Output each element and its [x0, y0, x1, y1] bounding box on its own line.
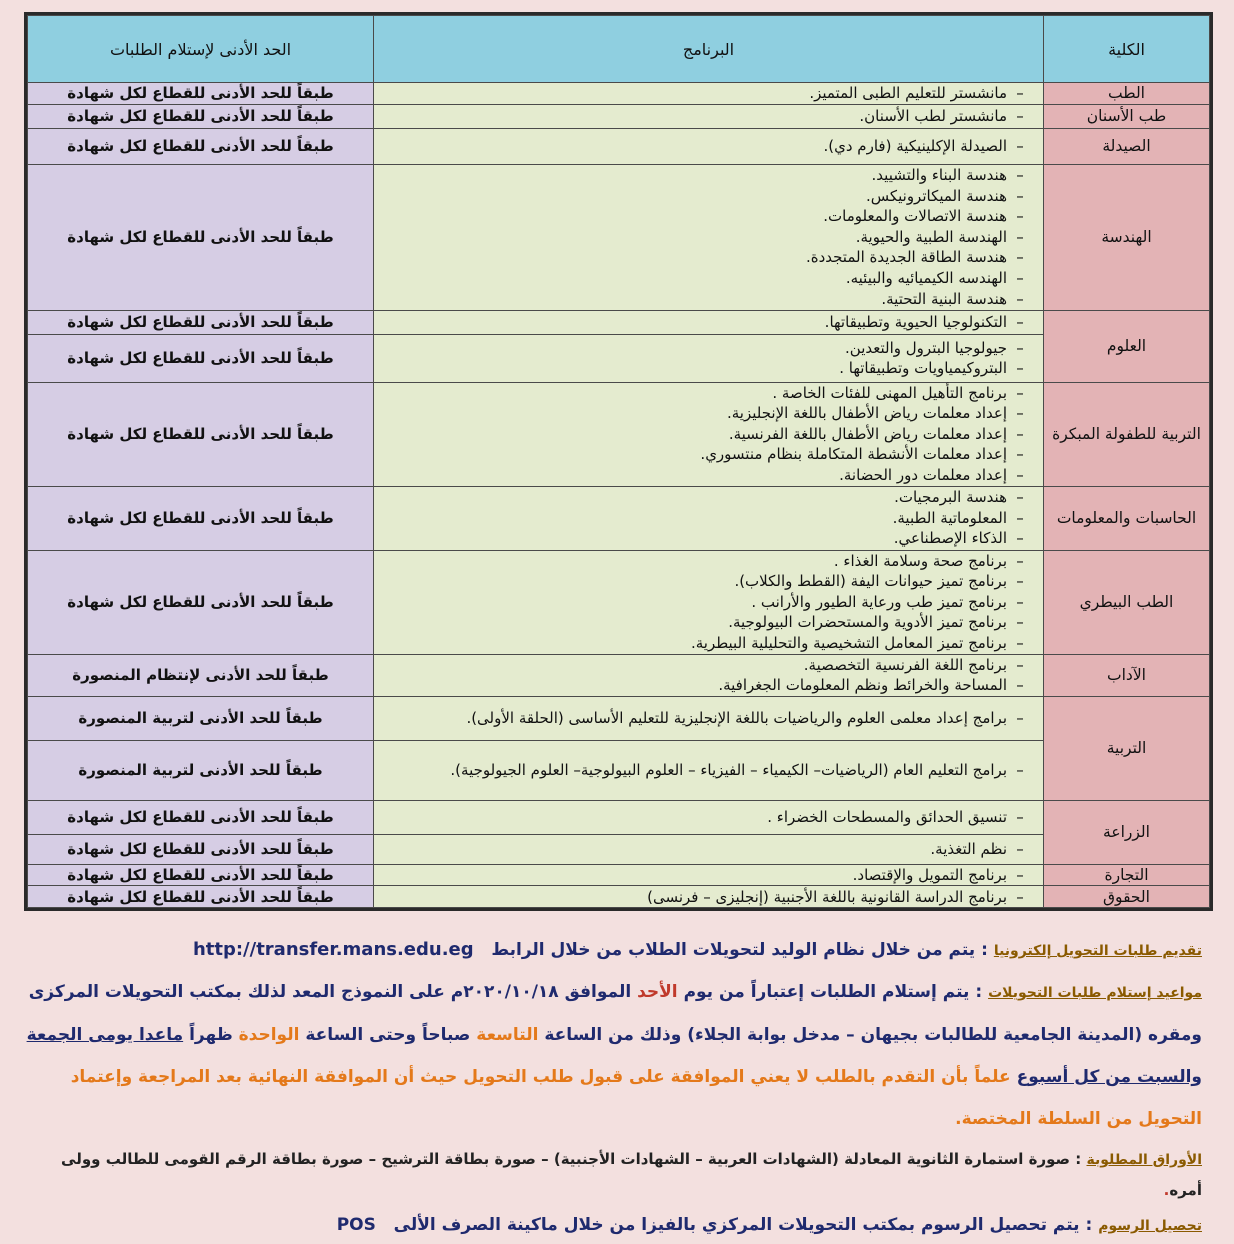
note-dates-day: الأحد	[637, 982, 678, 1002]
table-row	[28, 334, 1210, 382]
program-name: هندسة البناء والتشييد.	[871, 166, 1007, 185]
bullet-dash-icon: –	[1016, 488, 1024, 507]
bullet-dash-icon: –	[1016, 166, 1024, 185]
program-name: إعداد معلمات دور الحضانة.	[839, 465, 1007, 484]
program-name: هندسة البرمجيات.	[894, 488, 1007, 507]
program-name: الهندسه الكيميائيه والبيئيه.	[845, 268, 1007, 287]
program-name: برنامج تميز المعامل التشخيصية والتحليلية البيطرية.	[690, 633, 1007, 652]
program-item	[382, 136, 1035, 157]
program-item	[382, 186, 1035, 207]
bullet-dash-icon: –	[1016, 424, 1024, 443]
program-item	[382, 465, 1035, 486]
table-row	[28, 696, 1210, 740]
faculty-cell: التربية	[1044, 696, 1210, 800]
program-name: برنامج التأهيل المهنى للفئات الخاصة .	[772, 383, 1007, 402]
table-row	[28, 550, 1210, 654]
note-submit	[22, 930, 1202, 971]
programs-table	[27, 15, 1210, 908]
bullet-dash-icon: –	[1016, 338, 1024, 357]
minimum-cell: طبقاً للحد الأدنى للقطاع لكل شهادة	[28, 550, 374, 654]
program-name: برامج التعليم العام (الرياضيات– الكيمياء – الفيزياء – العلوم البيولوجية– العلوم الجيولوجية).	[450, 760, 1007, 779]
program-name: نظم التغذية.	[930, 839, 1007, 858]
program-cell	[374, 864, 1044, 886]
program-cell	[374, 128, 1044, 164]
note-dates-warning: علماً بأن التقدم بالطلب لا يعني الموافقة على قبول طلب التحويل حيث أن الموافقة النهائية بعد المراجعة وإعتماد التحويل من السلطة المختصة.	[70, 1067, 1202, 1129]
bullet-dash-icon: –	[1016, 248, 1024, 267]
program-item	[382, 708, 1035, 729]
bullet-dash-icon: –	[1016, 136, 1024, 155]
minimum-cell: طبقاً للحد الأدنى لتربية المنصورة	[28, 740, 374, 800]
bullet-dash-icon: –	[1016, 887, 1024, 906]
header-minimum: الحد الأدنى لإستلام الطلبات	[28, 16, 374, 83]
program-name: هندسة الطاقة الجديدة المتجددة.	[805, 248, 1007, 267]
minimum-cell: طبقاً للحد الأدنى للقطاع لكل شهادة	[28, 486, 374, 550]
program-cell	[374, 550, 1044, 654]
program-cell	[374, 800, 1044, 834]
program-cell	[374, 104, 1044, 128]
note-dates-from: التاسعة	[476, 1025, 539, 1045]
note-submit-label: تقديم طلبات التحويل إلكترونيا	[993, 943, 1202, 959]
program-item	[382, 592, 1035, 613]
table-row	[28, 834, 1210, 864]
table-row	[28, 740, 1210, 800]
program-name: هندسة الاتصالات والمعلومات.	[823, 207, 1007, 226]
faculty-cell: الحاسبات والمعلومات	[1044, 486, 1210, 550]
program-item	[382, 247, 1035, 268]
minimum-cell: طبقاً للحد الأدنى للقطاع لكل شهادة	[28, 334, 374, 382]
program-name: مانشستر للتعليم الطبى المتميز.	[809, 84, 1007, 102]
program-name: البتروكيمياويات وتطبيقاتها .	[839, 359, 1007, 378]
program-name: إعداد معلمات الأنشطة المتكاملة بنظام منتسوري.	[700, 445, 1007, 464]
note-fees-label: تحصيل الرسوم	[1098, 1218, 1202, 1234]
minimum-cell: طبقاً للحد الأدنى للقطاع لكل شهادة	[28, 800, 374, 834]
program-cell	[374, 740, 1044, 800]
faculty-cell: الطب	[1044, 83, 1210, 105]
program-item	[382, 528, 1035, 549]
bullet-dash-icon: –	[1016, 633, 1024, 652]
program-item	[382, 887, 1035, 908]
program-item	[382, 338, 1035, 359]
program-name: برنامج تميز طب ورعاية الطيور والأرانب .	[751, 592, 1007, 611]
program-name: برنامج الدراسة القانونية باللغة الأجنبية (إنجليزى – فرنسى)	[647, 887, 1007, 906]
bullet-dash-icon: –	[1016, 404, 1024, 423]
program-name: الصيدلة الإكلينيكية (فارم دي).	[823, 136, 1007, 155]
note-dates-text-3: ومقره (المدينة الجامعية للطالبات بجيهان – مدخل بوابة الجلاء) وذلك من الساعة	[544, 1025, 1202, 1045]
bullet-dash-icon: –	[1016, 383, 1024, 402]
program-name: إعداد معلمات رياض الأطفال باللغة الفرنسية.	[728, 424, 1007, 443]
program-name: مانشستر لطب الأسنان.	[859, 106, 1007, 125]
minimum-cell: طبقاً للحد الأدنى للقطاع لكل شهادة	[28, 834, 374, 864]
program-item	[382, 508, 1035, 529]
minimum-cell: طبقاً للحد الأدنى لإنتظام المنصورة	[28, 654, 374, 696]
program-name: المعلوماتية الطبية.	[892, 508, 1007, 527]
table-body	[28, 83, 1210, 908]
bullet-dash-icon: –	[1016, 760, 1024, 779]
program-name: الذكاء الإصطناعي.	[893, 529, 1007, 548]
bullet-dash-icon: –	[1016, 839, 1024, 858]
bullet-dash-icon: –	[1016, 186, 1024, 205]
minimum-cell: طبقاً للحد الأدنى للقطاع لكل شهادة	[28, 164, 374, 310]
minimum-cell: طبقاً للحد الأدنى لتربية المنصورة	[28, 696, 374, 740]
table-row	[28, 310, 1210, 334]
table-row	[28, 864, 1210, 886]
bullet-dash-icon: –	[1016, 289, 1024, 308]
bullet-dash-icon: –	[1016, 227, 1024, 246]
faculty-cell: الآداب	[1044, 654, 1210, 696]
program-item	[382, 865, 1035, 886]
table-row	[28, 654, 1210, 696]
program-name: التكنولوجيا الحيوية وتطبيقاتها.	[824, 312, 1007, 331]
bullet-dash-icon: –	[1016, 592, 1024, 611]
table-header-row	[28, 16, 1210, 83]
program-item	[382, 839, 1035, 860]
table-row	[28, 486, 1210, 550]
program-cell	[374, 696, 1044, 740]
note-dates-to: الواحدة	[238, 1025, 300, 1045]
bullet-dash-icon: –	[1016, 207, 1024, 226]
program-item	[382, 268, 1035, 289]
program-item	[382, 571, 1035, 592]
program-item	[382, 487, 1035, 508]
bullet-dash-icon: –	[1016, 508, 1024, 527]
note-dates-text-4: صباحاً وحتى الساعة	[305, 1025, 471, 1045]
program-item	[382, 424, 1035, 445]
bullet-dash-icon: –	[1016, 807, 1024, 826]
program-item	[382, 760, 1035, 781]
note-dates-text-1: : يتم إستلام الطلبات إعتباراً من يوم	[683, 982, 983, 1002]
program-name: هندسة الميكاترونيكس.	[865, 186, 1007, 205]
program-name: إعداد معلمات رياض الأطفال باللغة الإنجليزية.	[726, 404, 1007, 423]
table-row	[28, 382, 1210, 486]
faculty-cell: الحقوق	[1044, 886, 1210, 908]
table-row	[28, 800, 1210, 834]
program-cell	[374, 310, 1044, 334]
program-name: برنامج التمويل والإقتصاد.	[852, 865, 1007, 884]
bullet-dash-icon: –	[1016, 708, 1024, 727]
note-papers-text: : صورة استمارة الثانوية المعادلة (الشهادات العربية – الشهادات الأجنبية) – صورة بطاقة الترشيح – صورة بطاقة الرقم القومى للطالب وولى أمره	[61, 1150, 1202, 1199]
program-item	[382, 551, 1035, 572]
note-dates-except: ماعدا يومى الجمعة والسبت من كل أسبوع	[26, 1025, 1202, 1087]
programs-table-container	[24, 12, 1213, 911]
minimum-cell: طبقاً للحد الأدنى للقطاع لكل شهادة	[28, 382, 374, 486]
minimum-cell: طبقاً للحد الأدنى للقطاع لكل شهادة	[28, 310, 374, 334]
program-cell	[374, 164, 1044, 310]
header-faculty: الكلية	[1044, 16, 1210, 83]
program-name: برامج إعداد معلمى العلوم والرياضيات باللغة الإنجليزية للتعليم الأساسى (الحلقة الأولى).	[466, 708, 1007, 727]
note-dates-text-2: الموافق ٢٠٢٠/١٠/١٨م على النموذج المعد لذلك بمكتب التحويلات المركزى	[28, 982, 632, 1002]
bullet-dash-icon: –	[1016, 84, 1024, 102]
program-item	[382, 106, 1035, 127]
note-dates	[22, 971, 1202, 1140]
program-name: برنامج صحة وسلامة الغذاء .	[833, 551, 1007, 570]
program-item	[382, 358, 1035, 379]
program-cell	[374, 486, 1044, 550]
bullet-dash-icon: –	[1016, 445, 1024, 464]
program-item	[382, 289, 1035, 310]
bullet-dash-icon: –	[1016, 551, 1024, 570]
note-dates-text-5: ظهراً	[189, 1025, 233, 1045]
table-row	[28, 886, 1210, 908]
program-item	[382, 444, 1035, 465]
minimum-cell: طبقاً للحد الأدنى للقطاع لكل شهادة	[28, 886, 374, 908]
notes-section	[22, 930, 1202, 1244]
program-cell	[374, 886, 1044, 908]
bullet-dash-icon: –	[1016, 865, 1024, 884]
bullet-dash-icon: –	[1016, 572, 1024, 591]
program-item	[382, 227, 1035, 248]
program-item	[382, 312, 1035, 333]
bullet-dash-icon: –	[1016, 465, 1024, 484]
program-name: برنامج تميز الأدوية والمستحضرات البيولوجية.	[728, 613, 1007, 632]
program-cell	[374, 834, 1044, 864]
bullet-dash-icon: –	[1016, 655, 1024, 674]
note-papers-label: الأوراق المطلوبة	[1086, 1152, 1202, 1168]
program-item	[382, 633, 1035, 654]
transfer-link[interactable]: http://transfer.mans.edu.eg	[192, 939, 474, 960]
bullet-dash-icon: –	[1016, 613, 1024, 632]
program-item	[382, 83, 1035, 104]
program-item	[382, 807, 1035, 828]
faculty-cell: الهندسة	[1044, 164, 1210, 310]
faculty-cell: الزراعة	[1044, 800, 1210, 864]
bullet-dash-icon: –	[1016, 106, 1024, 125]
table-row	[28, 83, 1210, 105]
note-papers-end: .	[1163, 1181, 1170, 1199]
faculty-cell: طب الأسنان	[1044, 104, 1210, 128]
bullet-dash-icon: –	[1016, 268, 1024, 287]
note-submit-text: : يتم من خلال نظام الوليد لتحويلات الطلاب من خلال الرابط	[491, 940, 988, 960]
program-item	[382, 383, 1035, 404]
program-item	[382, 165, 1035, 186]
minimum-cell: طبقاً للحد الأدنى للقطاع لكل شهادة	[28, 83, 374, 105]
bullet-dash-icon: –	[1016, 529, 1024, 548]
bullet-dash-icon: –	[1016, 359, 1024, 378]
program-item	[382, 206, 1035, 227]
bullet-dash-icon: –	[1016, 676, 1024, 695]
program-name: هندسة البنية التحتية.	[881, 289, 1007, 308]
note-dates-label: مواعيد إستلام طلبات التحويلات	[988, 985, 1202, 1001]
faculty-cell: الطب البيطري	[1044, 550, 1210, 654]
program-name: تنسيق الحدائق والمسطحات الخضراء .	[767, 807, 1007, 826]
program-item	[382, 403, 1035, 424]
program-name: برنامج اللغة الفرنسية التخصصية.	[803, 655, 1007, 674]
program-item	[382, 675, 1035, 696]
note-fees	[22, 1207, 1202, 1244]
program-item	[382, 655, 1035, 676]
program-name: المساحة والخرائط ونظم المعلومات الجغرافية.	[718, 676, 1007, 695]
table-row	[28, 164, 1210, 310]
program-item	[382, 612, 1035, 633]
program-name: الهندسة الطبية والحيوية.	[855, 227, 1007, 246]
faculty-cell: التربية للطفولة المبكرة	[1044, 382, 1210, 486]
minimum-cell: طبقاً للحد الأدنى للقطاع لكل شهادة	[28, 128, 374, 164]
program-name: جيولوجيا البترول والتعدين.	[845, 338, 1007, 357]
minimum-cell: طبقاً للحد الأدنى للقطاع لكل شهادة	[28, 104, 374, 128]
table-row	[28, 104, 1210, 128]
note-fees-pos: POS	[336, 1215, 376, 1235]
note-papers	[22, 1144, 1202, 1205]
program-cell	[374, 654, 1044, 696]
program-cell	[374, 334, 1044, 382]
note-fees-text: : يتم تحصيل الرسوم بمكتب التحويلات المركزي بالفيزا من خلال ماكينة الصرف الألى	[393, 1215, 1093, 1235]
faculty-cell: الصيدلة	[1044, 128, 1210, 164]
faculty-cell: التجارة	[1044, 864, 1210, 886]
bullet-dash-icon: –	[1016, 312, 1024, 331]
faculty-cell: العلوم	[1044, 310, 1210, 382]
table-row	[28, 128, 1210, 164]
program-cell	[374, 83, 1044, 105]
program-cell	[374, 382, 1044, 486]
header-program: البرنامج	[374, 16, 1044, 83]
minimum-cell: طبقاً للحد الأدنى للقطاع لكل شهادة	[28, 864, 374, 886]
program-name: برنامج تميز حيوانات اليفة (القطط والكلاب).	[734, 572, 1007, 591]
